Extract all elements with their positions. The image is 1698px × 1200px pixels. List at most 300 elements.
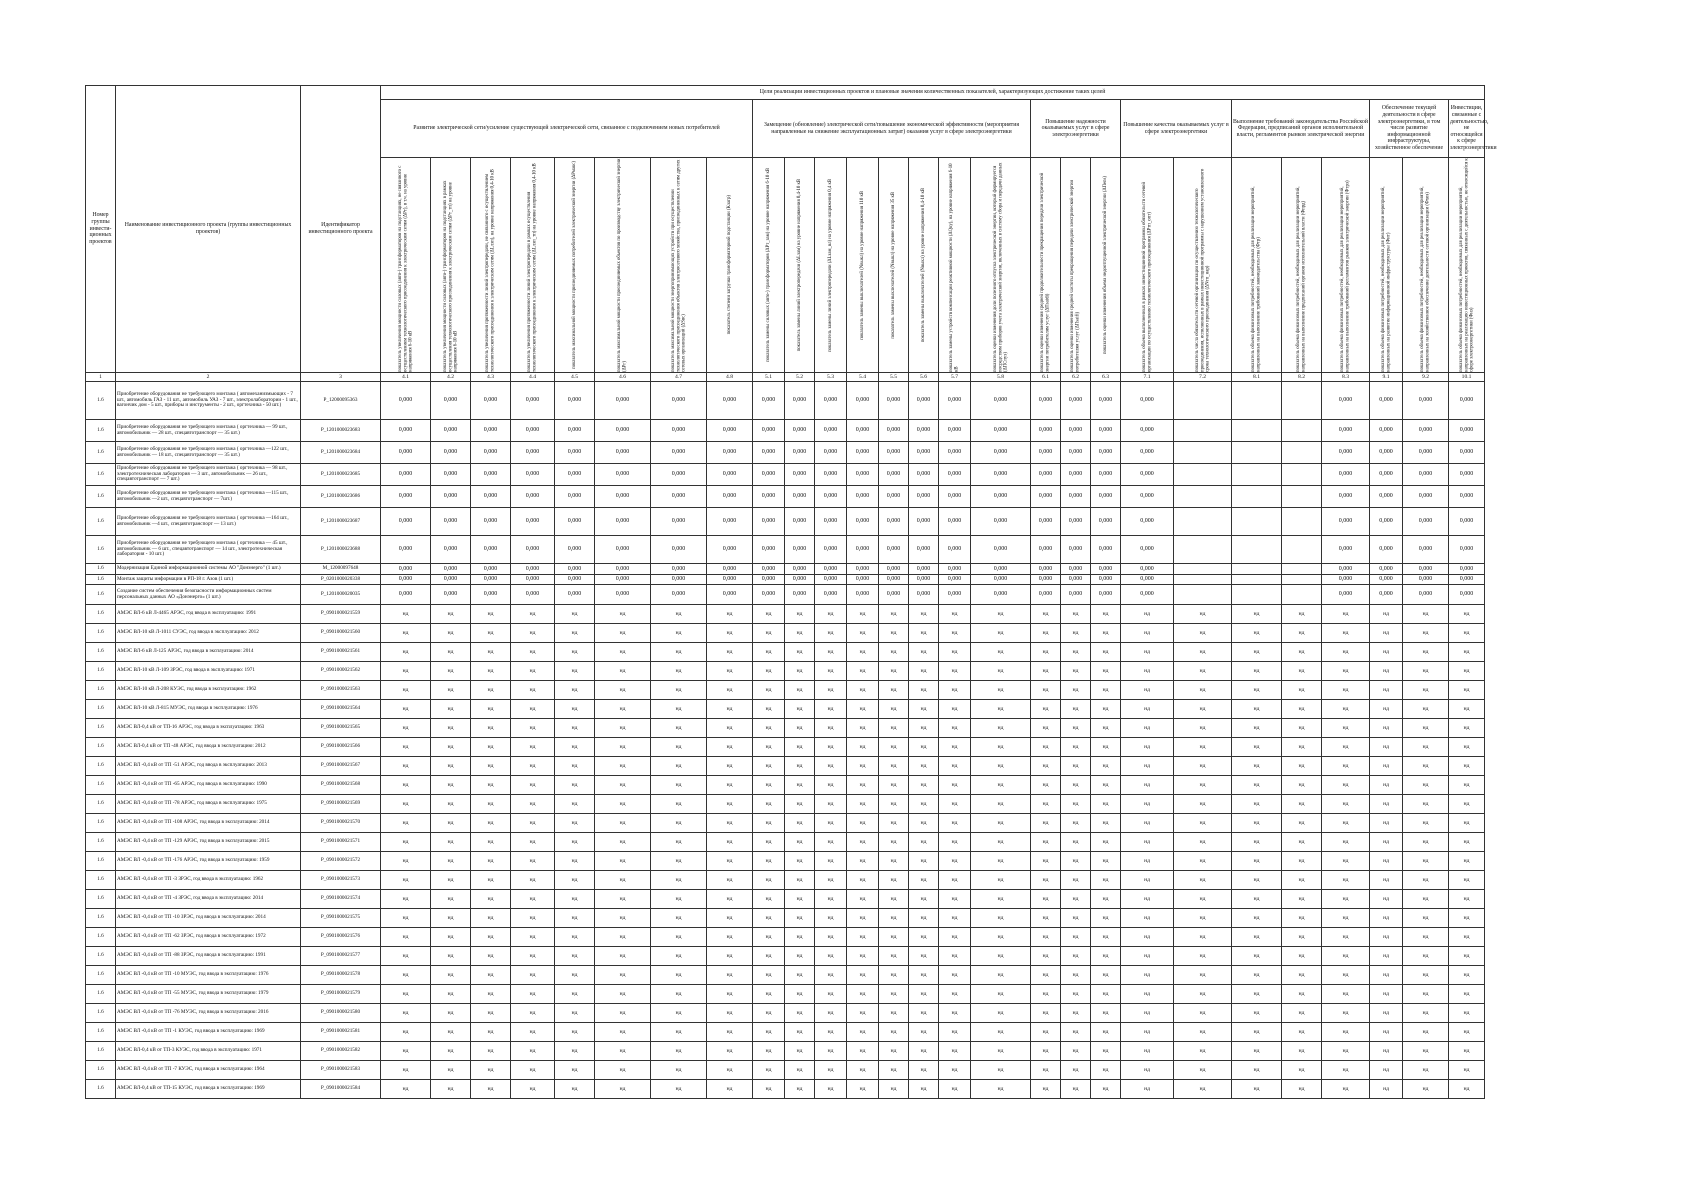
value-cell: 0,000 [1031, 575, 1061, 585]
project-name-cell: Создание систем обеспечения безопасности информационных систем персональных данных АО «Донэнерго» (1 шт.) [116, 585, 301, 605]
value-cell [1174, 420, 1232, 442]
project-name-cell: АМЭС ВЛ -0,4 кВ от ТП -129 АРЭС, год ввода в эксплуатацию: 2015 [116, 833, 301, 852]
value-cell: нд [707, 681, 753, 700]
value-cell [1232, 420, 1282, 442]
value-cell: 0,000 [815, 585, 847, 605]
value-cell: нд [511, 662, 555, 681]
value-cell: 0,000 [1061, 442, 1091, 464]
value-cell: 0,000 [879, 564, 909, 575]
value-cell: 0,000 [381, 585, 431, 605]
value-cell: нд [1322, 738, 1370, 757]
value-cell: нд [939, 700, 971, 719]
value-cell: 0,000 [909, 486, 939, 508]
value-cell: нд [471, 871, 511, 890]
value-cell: нд [1282, 814, 1322, 833]
value-cell: нд [595, 890, 651, 909]
value-cell: нд [555, 852, 595, 871]
value-cell: нд [381, 719, 431, 738]
goal-group-header: Обеспечение текущей деятельности в сфере электроэнергетики, в том числе развитие информационной инфраструктуры, хозяйственное обеспечение [1370, 100, 1449, 158]
table-row [86, 776, 1485, 795]
value-cell: 0,000 [1121, 508, 1174, 536]
project-name-cell: Приобретение оборудования не требующего монтажа ( оргтехника — 99 шт., автомобильник — 28 шт., спецавтотранспорт — 35 шт.) [116, 420, 301, 442]
value-cell: 0,000 [1322, 442, 1370, 464]
project-id-cell: P_1201000023687 [301, 508, 381, 536]
value-cell: 0,000 [753, 420, 785, 442]
indicator-header [381, 158, 431, 373]
project-name-cell: Приобретение оборудования не требующего монтажа ( оргтехника — 45 шт., автомобильник — 6 шт., спецавтотранспорт — 14 шт., электротехническая лаборатория - 10 шт.) [116, 536, 301, 564]
value-cell: 0,000 [879, 464, 909, 486]
value-cell: 0,000 [1403, 585, 1449, 605]
value-cell: нд [879, 757, 909, 776]
value-cell: нд [939, 1004, 971, 1023]
value-cell: нд [381, 985, 431, 1004]
project-name-cell: АМЭС ВЛ-10 кВ Л-815 МУЭС, год ввода в эксплуатацию: 1976 [116, 700, 301, 719]
value-cell: нд [1174, 1042, 1232, 1061]
value-cell: нд [785, 928, 815, 947]
value-cell: нд [785, 776, 815, 795]
indicator-header [431, 158, 471, 373]
value-cell: нд [971, 605, 1031, 624]
value-cell: нд [707, 833, 753, 852]
value-cell: нд [971, 1023, 1031, 1042]
value-cell: нд [939, 1042, 971, 1061]
value-cell: нд [1370, 700, 1403, 719]
value-cell: 0,000 [651, 585, 707, 605]
value-cell: 0,000 [879, 508, 909, 536]
value-cell: 0,000 [1031, 564, 1061, 575]
value-cell: нд [971, 947, 1031, 966]
indicator-header [707, 158, 753, 373]
value-cell: 0,000 [595, 575, 651, 585]
value-cell: 0,000 [785, 382, 815, 420]
value-cell: нд [1091, 738, 1121, 757]
value-cell: нд [381, 966, 431, 985]
value-cell: нд [1282, 833, 1322, 852]
value-cell: нд [1091, 643, 1121, 662]
value-cell: нд [785, 738, 815, 757]
value-cell: 0,000 [595, 536, 651, 564]
value-cell [1174, 442, 1232, 464]
value-cell: нд [431, 1023, 471, 1042]
value-cell: нд [1282, 662, 1322, 681]
value-cell: 0,000 [815, 420, 847, 442]
value-cell: 0,000 [1370, 382, 1403, 420]
value-cell: нд [1091, 1061, 1121, 1080]
value-cell: 0,000 [471, 464, 511, 486]
value-cell: нд [1322, 1042, 1370, 1061]
value-cell [1232, 536, 1282, 564]
value-cell: 0,000 [707, 536, 753, 564]
value-cell: нд [1322, 662, 1370, 681]
value-cell: 0,000 [847, 442, 879, 464]
value-cell: нд [1403, 795, 1449, 814]
value-cell: нд [595, 871, 651, 890]
value-cell: нд [939, 662, 971, 681]
value-cell: нд [1174, 681, 1232, 700]
value-cell: нд [555, 890, 595, 909]
value-cell: нд [1403, 643, 1449, 662]
value-cell: 0,000 [1121, 564, 1174, 575]
value-cell: нд [595, 928, 651, 947]
value-cell: нд [1322, 605, 1370, 624]
column-index: 5.3 [815, 373, 847, 382]
value-cell: нд [785, 985, 815, 1004]
value-cell: нд [785, 719, 815, 738]
value-cell: нд [753, 1061, 785, 1080]
value-cell: нд [707, 795, 753, 814]
value-cell: 0,000 [971, 564, 1031, 575]
value-cell [1232, 575, 1282, 585]
value-cell: нд [753, 871, 785, 890]
column-index: 8.3 [1322, 373, 1370, 382]
value-cell: 0,000 [1121, 420, 1174, 442]
value-cell: нд [1370, 1004, 1403, 1023]
value-cell: нд [909, 643, 939, 662]
value-cell: нд [909, 662, 939, 681]
value-cell: нд [847, 814, 879, 833]
value-cell: нд [1061, 966, 1091, 985]
value-cell: нд [1282, 605, 1322, 624]
column-index: 9.2 [1403, 373, 1449, 382]
project-name-cell: Приобретение оборудования не требующего монтажа ( оргтехника — 98 шт., электротехническая лаборатория — 3 шт., автомобильник — 26 шт., спецавтотранспорт — 7 шт.) [116, 464, 301, 486]
value-cell: 0,000 [595, 564, 651, 575]
value-cell: нд [909, 1061, 939, 1080]
indicator-label: показатель замены выключателей (Nвыкл) на уровне напряжения 35 кВ [890, 191, 896, 339]
value-cell: нд [1174, 909, 1232, 928]
value-cell: нд [1091, 852, 1121, 871]
value-cell: нд [1121, 947, 1174, 966]
goal-group-header: Повышение качества оказываемых услуг в сфере электроэнергетики [1121, 100, 1232, 158]
value-cell: 0,000 [847, 382, 879, 420]
value-cell: 0,000 [1322, 575, 1370, 585]
value-cell: нд [909, 947, 939, 966]
value-cell: нд [909, 795, 939, 814]
value-cell: нд [1322, 909, 1370, 928]
value-cell: 0,000 [1449, 382, 1485, 420]
value-cell: нд [1061, 1004, 1091, 1023]
value-cell: нд [1282, 947, 1322, 966]
value-cell: нд [381, 700, 431, 719]
value-cell: нд [1403, 833, 1449, 852]
group-number-cell: 1.6 [86, 464, 116, 486]
value-cell: нд [1031, 738, 1061, 757]
project-id-cell: P_0901000021571 [301, 833, 381, 852]
table-row [86, 662, 1485, 681]
value-cell: нд [1061, 852, 1091, 871]
value-cell: нд [1449, 1042, 1485, 1061]
value-cell: нд [1091, 776, 1121, 795]
project-name-cell: АМЭС ВЛ-10 кВ Л-1011 СУЭС, год ввода в эксплуатацию: 2012 [116, 624, 301, 643]
value-cell: нд [815, 738, 847, 757]
value-cell: нд [707, 928, 753, 947]
value-cell: нд [815, 833, 847, 852]
indicator-label: показатель увеличения мощности силовых (авто-) трансформаторов на подстанциях, не связанного с осуществлением технологического присоединения к электрическим сетям (ΔPт), в т.ч. на уровне напряжения 6-10 кВ [397, 165, 414, 372]
value-cell: нд [939, 928, 971, 947]
value-cell: нд [1031, 852, 1061, 871]
value-cell: нд [431, 738, 471, 757]
value-cell: нд [1174, 947, 1232, 966]
value-cell: нд [1121, 719, 1174, 738]
value-cell: нд [847, 1061, 879, 1080]
value-cell: нд [1322, 814, 1370, 833]
value-cell: 0,000 [1121, 382, 1174, 420]
value-cell: 0,000 [1061, 464, 1091, 486]
value-cell: нд [909, 985, 939, 1004]
value-cell: 0,000 [939, 382, 971, 420]
value-cell: нд [595, 814, 651, 833]
value-cell: нд [939, 776, 971, 795]
value-cell: нд [1121, 909, 1174, 928]
value-cell: нд [471, 643, 511, 662]
value-cell: 0,000 [431, 486, 471, 508]
value-cell: нд [431, 909, 471, 928]
value-cell: 0,000 [1370, 508, 1403, 536]
value-cell: нд [511, 1042, 555, 1061]
group-number-cell: 1.6 [86, 795, 116, 814]
project-id-cell: P_0901000021570 [301, 814, 381, 833]
value-cell: 0,000 [909, 442, 939, 464]
indicator-label: показатель объема финансовых потребностей, необходимых для реализации мероприятий, направленных на выполнение предписаний органов исполнительной власти (Фпрд) [1296, 186, 1307, 372]
value-cell: 0,000 [879, 486, 909, 508]
table-row [86, 1004, 1485, 1023]
value-cell: нд [1121, 833, 1174, 852]
value-cell: нд [1449, 624, 1485, 643]
value-cell: нд [785, 1061, 815, 1080]
value-cell: нд [1449, 700, 1485, 719]
value-cell [1282, 464, 1322, 486]
table-row [86, 719, 1485, 738]
project-id-cell: P_0901000021583 [301, 1061, 381, 1080]
value-cell: 0,000 [1322, 564, 1370, 575]
value-cell: нд [707, 814, 753, 833]
value-cell: нд [555, 624, 595, 643]
value-cell: нд [971, 700, 1031, 719]
value-cell: нд [939, 738, 971, 757]
value-cell: 0,000 [909, 420, 939, 442]
value-cell: нд [595, 909, 651, 928]
value-cell: нд [815, 871, 847, 890]
value-cell: нд [847, 776, 879, 795]
value-cell: 0,000 [1322, 486, 1370, 508]
project-name-cell: АМЭС ВЛ-0,4 кВ от ТП-3 КУЭС, год ввода в эксплуатацию: 1971 [116, 1042, 301, 1061]
value-cell: нд [471, 1061, 511, 1080]
value-cell: нд [381, 852, 431, 871]
value-cell: нд [1031, 1023, 1061, 1042]
value-cell: нд [1282, 624, 1322, 643]
project-name-cell: АМЭС ВЛ -0,4 кВ от ТП -1 КУЭС, год ввода в эксплуатацию: 1969 [116, 1023, 301, 1042]
project-id-cell: P_0901000021577 [301, 947, 381, 966]
value-cell: нд [1061, 719, 1091, 738]
value-cell: 0,000 [1031, 585, 1061, 605]
value-cell: 0,000 [471, 508, 511, 536]
value-cell: 0,000 [1091, 464, 1121, 486]
project-id-cell: P_1201000023686 [301, 486, 381, 508]
value-cell: нд [1232, 719, 1282, 738]
value-cell: нд [651, 700, 707, 719]
value-cell: 0,000 [939, 508, 971, 536]
value-cell: нд [1091, 947, 1121, 966]
value-cell: нд [707, 1042, 753, 1061]
value-cell: 0,000 [1322, 382, 1370, 420]
value-cell: нд [381, 890, 431, 909]
value-cell: нд [1091, 1080, 1121, 1099]
value-cell: нд [511, 985, 555, 1004]
project-name-cell: АМЭС ВЛ -0,4 кВ от ТП -51 АРЭС, год ввода в эксплуатацию: 2013 [116, 757, 301, 776]
value-cell: 0,000 [847, 508, 879, 536]
value-cell: 0,000 [909, 564, 939, 575]
project-id-header: Идентификатор инвестиционного проекта [301, 86, 381, 373]
value-cell: 0,000 [939, 536, 971, 564]
value-cell: нд [651, 605, 707, 624]
value-cell: 0,000 [1370, 536, 1403, 564]
value-cell [1174, 486, 1232, 508]
value-cell: нд [1174, 985, 1232, 1004]
value-cell [1174, 585, 1232, 605]
value-cell: нд [651, 966, 707, 985]
value-cell: 0,000 [707, 575, 753, 585]
project-id-cell: P_0901000021569 [301, 795, 381, 814]
value-cell: нд [971, 757, 1031, 776]
value-cell: 0,000 [1403, 382, 1449, 420]
value-cell: 0,000 [511, 420, 555, 442]
value-cell: 0,000 [555, 442, 595, 464]
value-cell: нд [971, 719, 1031, 738]
goal-group-header: Повышение надежности оказываемых услуг в сфере электроэнергетики [1031, 100, 1121, 158]
value-cell: 0,000 [381, 382, 431, 420]
group-number-cell: 1.6 [86, 852, 116, 871]
column-index: 4.3 [471, 373, 511, 382]
value-cell: нд [909, 909, 939, 928]
project-name-cell: Приобретение оборудования не требующего монтажа ( оргтехника —115 шт., автомобильник —2 шт., спецавтотранспорт — 7шт.) [116, 486, 301, 508]
value-cell: 0,000 [1403, 442, 1449, 464]
value-cell: 0,000 [785, 536, 815, 564]
value-cell: нд [847, 681, 879, 700]
value-cell: нд [785, 909, 815, 928]
value-cell: нд [847, 947, 879, 966]
value-cell: нд [431, 681, 471, 700]
value-cell: 0,000 [847, 486, 879, 508]
value-cell: 0,000 [939, 420, 971, 442]
project-name-cell: АМЭС ВЛ -0,4 кВ от ТП -10 МУЭС, год ввода в эксплуатацию: 1976 [116, 966, 301, 985]
value-cell: 0,000 [471, 486, 511, 508]
value-cell: нд [847, 966, 879, 985]
value-cell: нд [381, 795, 431, 814]
table-row [86, 536, 1485, 564]
value-cell: нд [847, 757, 879, 776]
value-cell: нд [815, 890, 847, 909]
value-cell: нд [1403, 852, 1449, 871]
value-cell: 0,000 [939, 464, 971, 486]
value-cell: нд [471, 738, 511, 757]
value-cell: нд [847, 605, 879, 624]
project-id-cell: P_1201000023684 [301, 442, 381, 464]
indicator-label: показатель увеличения мощности силовых (авто-) трансформаторов на подстанциях в рамках осуществления технологического присоединения к электрическим сетям (ΔPт_тп) на уровне напряжения 6-10 кВ [442, 180, 459, 372]
value-cell: нд [815, 947, 847, 966]
value-cell: нд [555, 662, 595, 681]
value-cell: нд [909, 890, 939, 909]
value-cell: нд [1370, 757, 1403, 776]
value-cell: нд [815, 681, 847, 700]
goal-group-header: Инвестиции, связанные с деятельностью, не относящейся к сфере электроэнергетики [1449, 100, 1485, 158]
value-cell: 0,000 [595, 486, 651, 508]
value-cell [1174, 382, 1232, 420]
value-cell: нд [1121, 985, 1174, 1004]
value-cell: нд [707, 719, 753, 738]
value-cell: нд [785, 871, 815, 890]
column-index: 7.2 [1174, 373, 1232, 382]
value-cell: нд [1232, 776, 1282, 795]
value-cell: нд [431, 776, 471, 795]
value-cell: 0,000 [785, 585, 815, 605]
indicator-label: показатель замены линий электропередачи (ΔLзам) на уровне напряжения 0,4-10 кВ [796, 178, 802, 352]
value-cell: нд [1370, 814, 1403, 833]
value-cell: 0,000 [1370, 564, 1403, 575]
value-cell: нд [555, 738, 595, 757]
value-cell: нд [595, 1023, 651, 1042]
value-cell: 0,000 [1322, 420, 1370, 442]
value-cell: 0,000 [707, 585, 753, 605]
value-cell: 0,000 [1449, 585, 1485, 605]
value-cell: нд [651, 643, 707, 662]
value-cell: нд [909, 757, 939, 776]
value-cell: 0,000 [815, 564, 847, 575]
value-cell: нд [939, 1023, 971, 1042]
value-cell: нд [381, 605, 431, 624]
value-cell: 0,000 [381, 536, 431, 564]
value-cell: нд [381, 1004, 431, 1023]
value-cell: нд [595, 1042, 651, 1061]
value-cell: нд [555, 643, 595, 662]
value-cell: 0,000 [909, 536, 939, 564]
value-cell [1232, 464, 1282, 486]
value-cell: 0,000 [511, 536, 555, 564]
value-cell: нд [1091, 719, 1121, 738]
value-cell: 0,000 [1061, 575, 1091, 585]
value-cell: нд [1232, 700, 1282, 719]
value-cell: нд [1031, 1004, 1061, 1023]
value-cell: нд [707, 947, 753, 966]
value-cell: 0,000 [1403, 420, 1449, 442]
value-cell: 0,000 [879, 585, 909, 605]
indicator-header [555, 158, 595, 373]
project-id-cell: P_1201000023688 [301, 536, 381, 564]
value-cell: 0,000 [1091, 486, 1121, 508]
value-cell: 0,000 [707, 464, 753, 486]
value-cell: нд [1174, 624, 1232, 643]
group-number-cell: 1.6 [86, 1080, 116, 1099]
indicator-header [939, 158, 971, 373]
value-cell: нд [707, 909, 753, 928]
value-cell: нд [1061, 662, 1091, 681]
value-cell: нд [1449, 738, 1485, 757]
value-cell: 0,000 [511, 442, 555, 464]
project-id-cell: P_0901000021564 [301, 700, 381, 719]
value-cell: нд [971, 1080, 1031, 1099]
value-cell: нд [1370, 966, 1403, 985]
project-id-cell: P_0901000021563 [301, 681, 381, 700]
value-cell: нд [939, 871, 971, 890]
value-cell: нд [651, 1042, 707, 1061]
value-cell: нд [939, 966, 971, 985]
value-cell: нд [1031, 814, 1061, 833]
value-cell: нд [785, 1023, 815, 1042]
value-cell: 0,000 [471, 442, 511, 464]
group-number-cell: 1.6 [86, 757, 116, 776]
group-number-cell: 1.6 [86, 442, 116, 464]
table-row [86, 795, 1485, 814]
value-cell: нд [815, 814, 847, 833]
value-cell: нд [511, 1023, 555, 1042]
